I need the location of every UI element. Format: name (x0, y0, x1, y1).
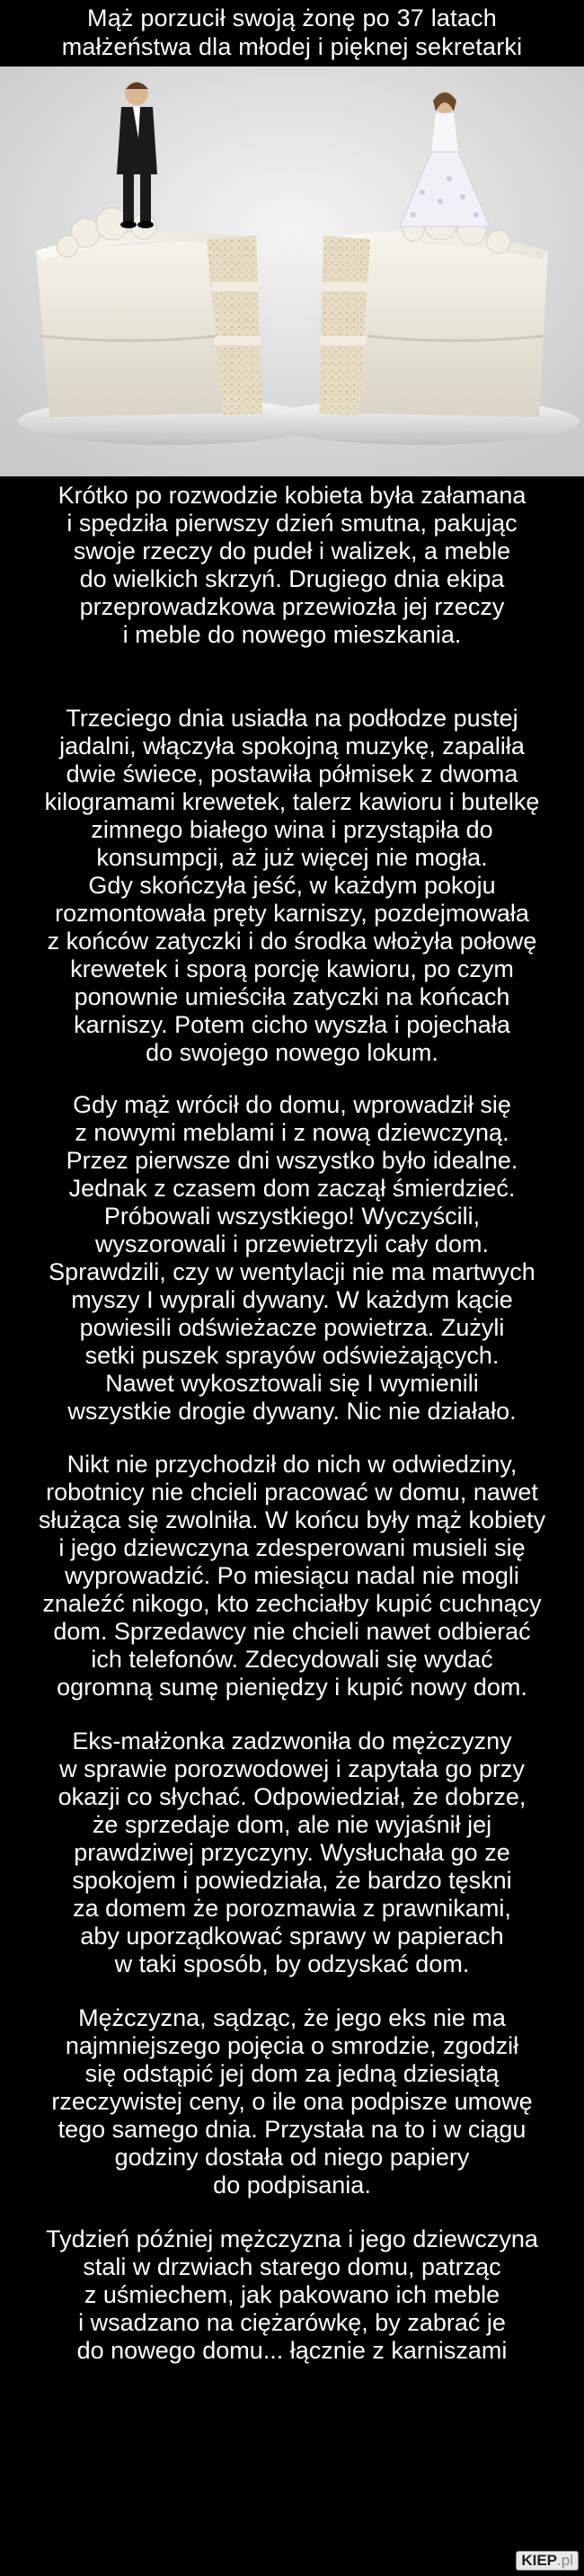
text-line: zimnego białego wina i przystąpiła do (91, 816, 493, 843)
watermark-domain: .pl (557, 2552, 573, 2569)
text-line: Przez pierwsze dni wszystko było idealne. (66, 1147, 518, 1174)
text-line: Mężczyzna, sądząc, że jego eks nie ma (78, 2004, 506, 2031)
text-line: że sprzedaje dom, ale nie wyjaśnił jej (92, 1811, 492, 1838)
text-line: i spędziła pierwszy dzień smutna, pakując (66, 510, 518, 537)
text-line: powiesili odświeżacze powietrza. Zużyli (79, 1314, 505, 1341)
text-line: Gdy mąż wrócił do domu, wprowadził się (73, 1091, 511, 1118)
watermark-text: KIEP (521, 2552, 558, 2569)
text-line: do podpisania. (213, 2172, 371, 2198)
page-title (0, 4, 584, 61)
text-line: służąca się zwolniła. W końcu były mąż kobiety (38, 1506, 546, 1533)
text-line: do swojego nowego lokum. (146, 1039, 438, 1066)
paragraph-6 (0, 2004, 584, 2199)
title-line: małżeństwa dla młodej i pięknej sekretarki (61, 33, 523, 60)
text-line: tego samego dnia. Przystała na to i w ciągu (58, 2116, 526, 2143)
text-line: spokojem i powiedziała, że bardzo tęskni (72, 1867, 512, 1894)
text-line: rozmontowała pręty karniszy, pozdejmowała (55, 900, 529, 927)
text-line: Eks-małżonka zadzwoniła do mężczyzny (72, 1728, 512, 1754)
text-line: stali w drzwiach starego domu, patrząc (83, 2253, 501, 2280)
text-line: za domem że porozmawia z prawnikami, (73, 1895, 511, 1922)
text-line: karniszy. Potem cicho wyszła i pojechała (74, 1011, 510, 1038)
text-line: Gdy skończyła jeść, w każdym pokoju (88, 872, 496, 899)
text-line: do wielkich skrzyń. Drugiego dnia ekipa (79, 565, 505, 592)
paragraph-2 (0, 705, 584, 1067)
text-line: ponownie umieściła zatyczki na końcach (74, 983, 510, 1010)
text-line: Krótko po rozwodzie kobieta była załamana (58, 482, 526, 509)
text-line: dwie świece, postawiła półmisek z dwoma (66, 760, 518, 787)
text-line: rzeczywistej ceny, o ile ona podpisze umowę (51, 2088, 533, 2115)
text-line: wyprowadzić. Po miesiącu nadal nie mogli (65, 1562, 519, 1589)
text-line: do nowego domu... łącznie z karniszami (76, 2337, 508, 2364)
paragraph-1 (0, 482, 584, 649)
text-line: krewetek i sporą porcję kawioru, po czym (70, 955, 514, 982)
text-line: i wsadzano na ciężarówkę, by zabrać je (78, 2309, 506, 2336)
text-line: Jednak z czasem dom zaczął śmierdzieć. (68, 1175, 516, 1202)
text-line: najmniejszego pojęcia o smrodzie, zgodził (65, 2032, 519, 2059)
paragraph-7 (0, 2225, 584, 2365)
text-line: przeprowadzkowa przewiozła jej rzeczy (79, 593, 505, 620)
text-line: jadalni, włączyła spokojną muzykę, zapaliła (59, 733, 525, 759)
text-line: znaleźć nikogo, kto zechciałby kupić cuchnący (42, 1590, 542, 1617)
text-line: się odstąpić jej dom za jedną dziesiątą (84, 2060, 500, 2087)
text-line: z nowymi meblami i z nową dziewczyną. (75, 1119, 509, 1146)
paragraph-5 (0, 1728, 584, 1978)
text-line: Nikt nie przychodził do nich w odwiedziny, (66, 1451, 518, 1478)
wedding-cake-image (0, 67, 584, 476)
text-line: i meble do nowego mieszkania. (122, 621, 462, 648)
title-line: Mąż porzucił swoją żonę po 37 latach (87, 4, 497, 31)
text-line: z końców zatyczki i do środka włożyła połowę (47, 928, 537, 955)
paragraph-4 (0, 1451, 584, 1701)
text-line: ogromną sumę pieniędzy i kupić nowy dom. (57, 1674, 527, 1701)
story-body (0, 476, 584, 2576)
text-line: w taki sposób, by odzyskać dom. (114, 1950, 470, 1977)
text-line: Tydzień później mężczyzna i jego dziewczyna (46, 2225, 538, 2252)
text-line: Sprawdzili, czy w wentylacji nie ma martwych (49, 1258, 535, 1285)
paragraph-3 (0, 1091, 584, 1426)
text-line: wszystkie drogie dywany. Nic nie działało. (67, 1398, 517, 1425)
text-line: ich telefonów. Zdecydowali się wydać (91, 1646, 493, 1673)
text-line: myszy I wyprali dywany. W każdym kącie (71, 1286, 513, 1313)
text-line: prawdziwej przyczyny. Wysłuchała go ze (74, 1839, 510, 1866)
text-line: okazji co słychać. Odpowiedział, że dobrze, (58, 1783, 526, 1810)
text-line: Trzeciego dnia usiadła na podłodze pustej (66, 705, 518, 732)
text-line: Próbowali wszystkiego! Wyczyścili, (103, 1203, 481, 1230)
watermark-logo (516, 2551, 579, 2571)
text-line: konsumpcji, aż już więcej nie mogła. (96, 844, 488, 871)
text-line: wyszorowali i przewietrzyli cały dom. (94, 1230, 490, 1257)
text-line: setki puszek sprayów odświeżających. (84, 1342, 500, 1369)
text-line: dom. Sprzedawcy nie chcieli nawet odbierać (53, 1618, 531, 1645)
text-line: godziny dostała od niego papiery (114, 2144, 470, 2171)
text-line: Nawet wykosztowali się I wymienili (105, 1370, 479, 1397)
text-line: z uśmiechem, jak pakowano ich meble (84, 2281, 500, 2308)
text-line: kilogramami krewetek, talerz kawioru i butelkę (44, 788, 540, 815)
text-line: swoje rzeczy do pudeł i walizek, a meble (73, 537, 511, 564)
text-line: aby uporządkować sprawy w papierach (80, 1923, 504, 1950)
text-line: w sprawie porozwodowej i zapytała go przy (59, 1755, 525, 1782)
text-line: i jego dziewczyna zdesperowani musieli się (58, 1534, 526, 1561)
text-line: robotnicy nie chcieli pracować w domu, nawet (46, 1479, 538, 1506)
